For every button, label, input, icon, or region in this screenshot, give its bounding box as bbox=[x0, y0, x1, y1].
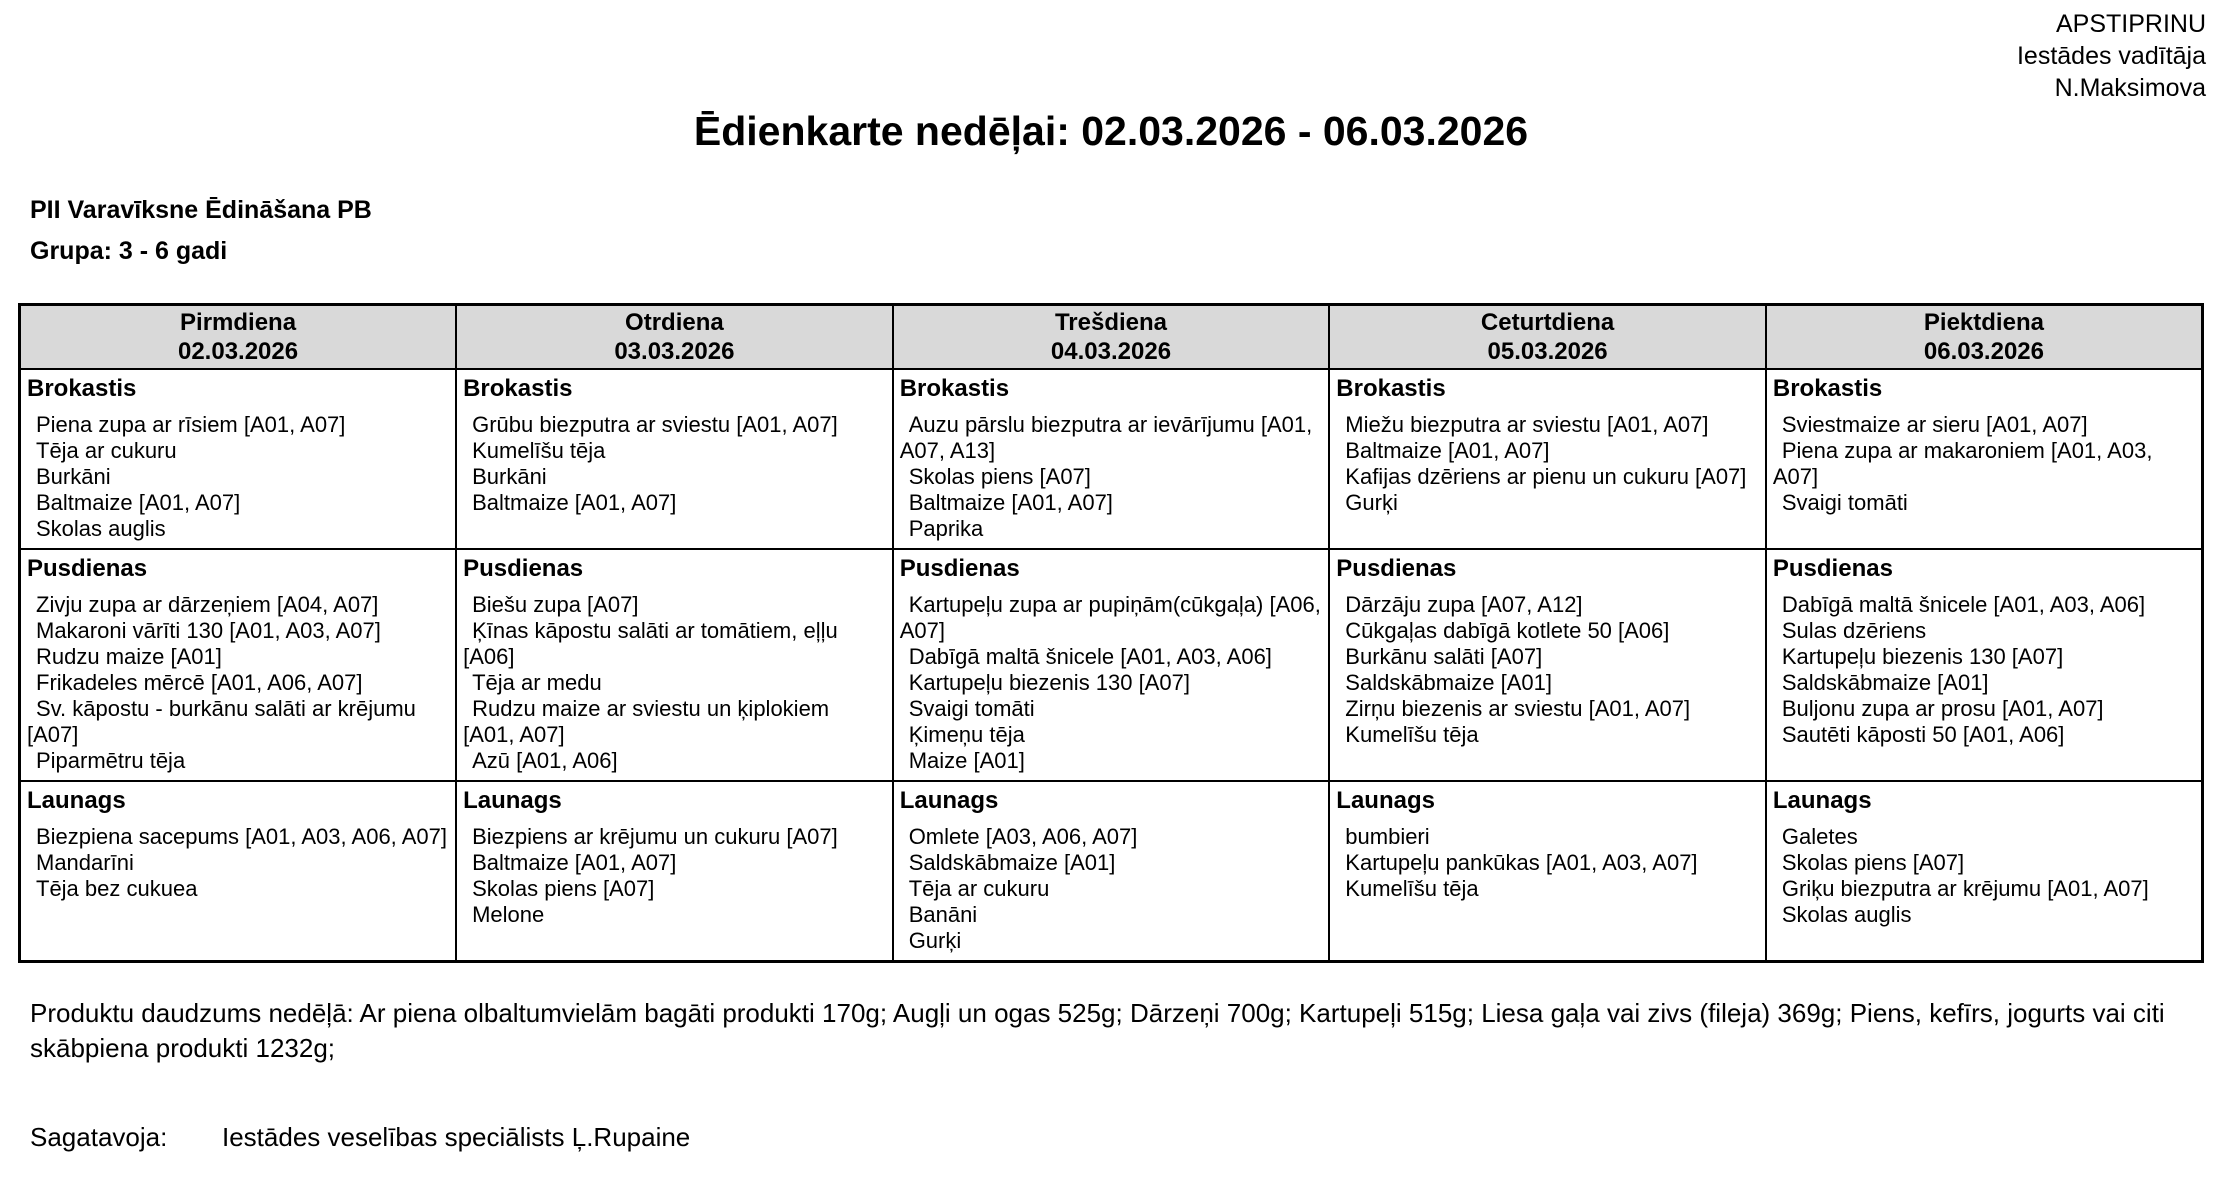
menu-item: Kumelīšu tēja bbox=[1345, 722, 1479, 747]
weekly-product-totals: Produktu daudzums nedēļā: Ar piena olbaltumvielām bagāti produkti 170g; Augļi un ogas 525g; Dārzeņi 700g; Kartupeļi 515g; Liesa gaļa vai zivs (fileja) 369g; Piens, kefīrs, jogurts vai citi skābpiena produkti 1232g; bbox=[30, 998, 2165, 1063]
day-date: 04.03.2026 bbox=[1050, 338, 1172, 365]
page-title: Ēdienkarte nedēļai: 02.03.2026 - 06.03.2026 bbox=[693, 108, 1529, 154]
day-header-5 bbox=[1766, 305, 2203, 370]
menu-item: Biezpiens ar krējumu un cukuru [A07] bbox=[472, 824, 838, 849]
row-brokastis bbox=[20, 369, 2203, 549]
meal-title: Launags bbox=[463, 787, 562, 814]
menu-item: Baltmaize [A01, A07] bbox=[1345, 438, 1550, 463]
menu-item: Baltmaize [A01, A07] bbox=[472, 850, 677, 875]
prepared-by-value: Iestādes veselības speciālists Ļ.Rupaine bbox=[222, 1122, 691, 1152]
meal-title: Pusdienas bbox=[1772, 555, 1893, 582]
menu-item: Kumelīšu tēja bbox=[472, 438, 606, 463]
menu-item: Melone bbox=[472, 902, 545, 927]
meal-cell-brokastis bbox=[1329, 369, 1766, 549]
menu-item: Ķimeņu tēja bbox=[908, 722, 1025, 747]
menu-item: Grūbu biezputra ar sviestu [A01, A07] bbox=[472, 412, 838, 437]
menu-table bbox=[18, 303, 2204, 963]
menu-item: Dabīgā maltā šnicele [A01, A03, A06] bbox=[908, 644, 1272, 669]
meal-cell-brokastis bbox=[1766, 369, 2203, 549]
meal-cell-pusdienas bbox=[20, 549, 457, 781]
day-date: 06.03.2026 bbox=[1923, 338, 2044, 365]
day-header-row bbox=[20, 305, 2203, 370]
prepared-by-label: Sagatavoja: bbox=[30, 1122, 168, 1152]
meal-title: Pusdienas bbox=[463, 555, 584, 582]
menu-item: Zivju zupa ar dārzeņiem [A04, A07] bbox=[36, 592, 379, 617]
menu-item: Gurķi bbox=[1345, 490, 1398, 515]
menu-item: Tēja ar cukuru bbox=[36, 438, 177, 463]
meal-title: Launags bbox=[27, 787, 126, 814]
day-date: 05.03.2026 bbox=[1487, 338, 1608, 365]
menu-item: Biezpiena sacepums [A01, A03, A06, A07] bbox=[36, 824, 447, 849]
day-name: Pirmdiena bbox=[180, 309, 297, 336]
menu-item: Skolas piens [A07] bbox=[472, 876, 655, 901]
meal-cell-pusdienas bbox=[1766, 549, 2203, 781]
day-name: Piektdiena bbox=[1923, 309, 2044, 336]
menu-item: Saldskābmaize [A01] bbox=[908, 850, 1116, 875]
meal-title: Brokastis bbox=[899, 375, 1010, 402]
meal-title: Pusdienas bbox=[27, 555, 148, 582]
meal-cell-launags bbox=[893, 781, 1330, 962]
menu-item: Saldskābmaize [A01] bbox=[1345, 670, 1552, 695]
meal-cell-brokastis bbox=[20, 369, 457, 549]
menu-item: Sulas dzēriens bbox=[1781, 618, 1927, 643]
menu-item: Burkāni bbox=[36, 464, 111, 489]
approval-block bbox=[2017, 8, 2206, 104]
menu-item: Sviestmaize ar sieru [A01, A07] bbox=[1781, 412, 2088, 437]
meal-title: Pusdienas bbox=[899, 555, 1020, 582]
meal-title: Brokastis bbox=[1772, 375, 1883, 402]
menu-item: Tēja bez cukuea bbox=[36, 876, 198, 901]
menu-item: Burkāni bbox=[472, 464, 547, 489]
meal-cell-brokastis bbox=[456, 369, 893, 549]
menu-item: Skolas piens [A07] bbox=[1781, 850, 1965, 875]
menu-item: Miežu biezputra ar sviestu [A01, A07] bbox=[1345, 412, 1709, 437]
menu-item: Banāni bbox=[908, 902, 978, 927]
menu-item: Kafijas dzēriens ar pienu un cukuru [A07] bbox=[1345, 464, 1747, 489]
menu-item: Svaigi tomāti bbox=[908, 696, 1035, 721]
meal-cell-launags bbox=[1329, 781, 1766, 962]
row-pusdienas bbox=[20, 549, 2203, 781]
approval-name: N.Maksimova bbox=[2054, 74, 2206, 102]
menu-item: Tēja ar cukuru bbox=[908, 876, 1050, 901]
day-name: Otrdiena bbox=[625, 309, 724, 336]
menu-item: Piena zupa ar rīsiem [A01, A07] bbox=[36, 412, 346, 437]
day-header-2 bbox=[456, 305, 893, 370]
menu-item: Piena zupa ar makaroniem [A01, A03, A07] bbox=[1772, 438, 2153, 489]
meal-cell-launags bbox=[1766, 781, 2203, 962]
menu-item: Saldskābmaize [A01] bbox=[1781, 670, 1989, 695]
menu-item: Mandarīni bbox=[36, 850, 134, 875]
day-date: 03.03.2026 bbox=[614, 338, 735, 365]
day-name: Trešdiena bbox=[1054, 309, 1168, 336]
day-header-1 bbox=[20, 305, 457, 370]
menu-item: Biešu zupa [A07] bbox=[472, 592, 639, 617]
approval-title: APSTIPRINU bbox=[2055, 10, 2206, 38]
menu-item: Kartupeļu pankūkas [A01, A03, A07] bbox=[1345, 850, 1698, 875]
meal-title: Launags bbox=[1772, 787, 1872, 814]
menu-item: Buljonu zupa ar prosu [A01, A07] bbox=[1781, 696, 2104, 721]
menu-item: Tēja ar medu bbox=[472, 670, 602, 695]
menu-item: Kartupeļu zupa ar pupiņām(cūkgaļa) [A06, A07] bbox=[899, 592, 1321, 643]
menu-item: Rudzu maize ar sviestu un ķiplokiem [A01, A07] bbox=[463, 696, 830, 747]
menu-item: Svaigi tomāti bbox=[1781, 490, 1908, 515]
approval-role: Iestādes vadītāja bbox=[2016, 42, 2206, 70]
meal-cell-pusdienas bbox=[893, 549, 1330, 781]
menu-item: Makaroni vārīti 130 [A01, A03, A07] bbox=[36, 618, 381, 643]
menu-item: Gurķi bbox=[908, 928, 962, 953]
menu-item: Maize [A01] bbox=[908, 748, 1025, 773]
menu-item: Dārzāju zupa [A07, A12] bbox=[1345, 592, 1583, 617]
menu-item: Burkānu salāti [A07] bbox=[1345, 644, 1543, 669]
menu-item: Azū [A01, A06] bbox=[472, 748, 618, 773]
menu-item: Kartupeļu biezenis 130 [A07] bbox=[1781, 644, 2064, 669]
meal-title: Brokastis bbox=[1336, 375, 1446, 402]
menu-item: Piparmētru tēja bbox=[36, 748, 186, 773]
meal-title: Launags bbox=[899, 787, 999, 814]
day-header-4 bbox=[1329, 305, 1766, 370]
meal-title: Launags bbox=[1336, 787, 1435, 814]
day-header-3 bbox=[893, 305, 1330, 370]
meal-cell-pusdienas bbox=[456, 549, 893, 781]
menu-item: Cūkgaļas dabīgā kotlete 50 [A06] bbox=[1345, 618, 1670, 643]
menu-item: Kartupeļu biezenis 130 [A07] bbox=[908, 670, 1190, 695]
menu-item: Baltmaize [A01, A07] bbox=[472, 490, 677, 515]
menu-item: Baltmaize [A01, A07] bbox=[36, 490, 241, 515]
menu-item: Galetes bbox=[1781, 824, 1858, 849]
menu-item: Griķu biezputra ar krējumu [A01, A07] bbox=[1781, 876, 2149, 901]
meal-title: Pusdienas bbox=[1336, 555, 1457, 582]
prepared-by-line bbox=[30, 1122, 690, 1153]
row-launags bbox=[20, 781, 2203, 962]
menu-item: Skolas piens [A07] bbox=[908, 464, 1091, 489]
menu-item: Kumelīšu tēja bbox=[1345, 876, 1479, 901]
menu-item: Ķīnas kāpostu salāti ar tomātiem, eļļu [A06] bbox=[463, 618, 838, 669]
menu-item: Zirņu biezenis ar sviestu [A01, A07] bbox=[1345, 696, 1691, 721]
meal-title: Brokastis bbox=[463, 375, 573, 402]
menu-item: Sv. kāpostu - burkānu salāti ar krējumu [A07] bbox=[27, 696, 416, 747]
menu-item: Frikadeles mērcē [A01, A06, A07] bbox=[36, 670, 363, 695]
menu-item: Paprika bbox=[908, 516, 984, 541]
meal-cell-launags bbox=[20, 781, 457, 962]
menu-item: Skolas auglis bbox=[36, 516, 166, 541]
menu-item: Dabīgā maltā šnicele [A01, A03, A06] bbox=[1781, 592, 2146, 617]
meal-cell-brokastis bbox=[893, 369, 1330, 549]
meal-title: Brokastis bbox=[27, 375, 137, 402]
meal-cell-launags bbox=[456, 781, 893, 962]
group-label: Grupa: 3 - 6 gadi bbox=[30, 237, 228, 265]
menu-item: Auzu pārslu biezputra ar ievārījumu [A01, A07, A13] bbox=[899, 412, 1313, 463]
organization-name: PII Varavīksne Ēdināšana PB bbox=[30, 196, 372, 224]
menu-item: Baltmaize [A01, A07] bbox=[908, 490, 1113, 515]
meal-cell-pusdienas bbox=[1329, 549, 1766, 781]
menu-item: Rudzu maize [A01] bbox=[36, 644, 222, 669]
menu-item: Omlete [A03, A06, A07] bbox=[908, 824, 1138, 849]
day-date: 02.03.2026 bbox=[177, 338, 299, 365]
day-name: Ceturtdiena bbox=[1480, 309, 1615, 336]
menu-item: Sautēti kāposti 50 [A01, A06] bbox=[1781, 722, 2065, 747]
menu-item: Skolas auglis bbox=[1781, 902, 1912, 927]
menu-item: bumbieri bbox=[1345, 824, 1430, 849]
